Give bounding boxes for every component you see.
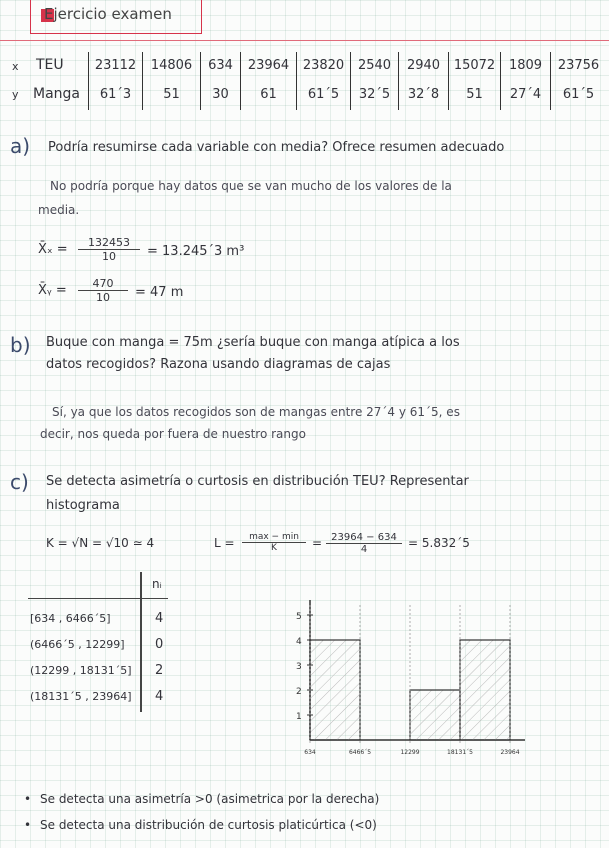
- teu-cell: 14806: [150, 58, 193, 73]
- mean-x-denominator: 10: [102, 250, 116, 263]
- histogram: [270, 580, 520, 780]
- manga-cell: 61´5: [307, 87, 340, 102]
- row-label-teu: TEU: [36, 57, 64, 73]
- table-column: [350, 52, 398, 110]
- question-a-text: Podría resumirse cada variable con media? Ofrece resumen adecuado: [48, 140, 505, 155]
- question-a-letter: a): [10, 134, 31, 158]
- bullet-1-icon: •: [24, 792, 32, 806]
- manga-cell: 51: [163, 87, 180, 102]
- histogram-bar: [410, 690, 460, 740]
- l-result: = 5.832´5: [408, 536, 470, 550]
- y-tick-label: 3: [296, 662, 302, 672]
- table-column: [88, 52, 142, 110]
- l-denominator-1: K: [271, 543, 277, 553]
- mean-y-result: = 47 m: [135, 285, 184, 300]
- mean-y-numerator: 470: [78, 277, 128, 291]
- mean-x-label: X̄ₓ =: [38, 242, 68, 257]
- page-title: Ejercicio examen: [44, 5, 172, 23]
- conclusion-1: Se detecta una asimetría >0 (asimetrica por la derecha): [40, 792, 380, 806]
- manga-cell: 61: [260, 87, 277, 102]
- mean-y-fraction: [78, 277, 128, 304]
- question-b-line2: datos recogidos? Razona usando diagramas de cajas: [46, 357, 391, 372]
- x-tick-label: 6466´5: [348, 749, 372, 756]
- table-column: [550, 52, 606, 110]
- freq-count: 4: [155, 611, 164, 626]
- x-tick-label: 634: [304, 749, 316, 756]
- freq-count: 2: [155, 663, 164, 678]
- mean-x-fraction: [78, 236, 140, 263]
- question-c-letter: c): [10, 470, 29, 494]
- l-fraction-1: [242, 532, 306, 553]
- histogram-bar: [310, 640, 360, 740]
- answer-a-line2: media.: [38, 203, 80, 217]
- manga-cell: 27´4: [509, 87, 542, 102]
- x-tick-label: 18131´5: [447, 749, 473, 756]
- l-numerator-1: max − min: [242, 532, 306, 543]
- data-table: [0, 52, 609, 114]
- mean-x-result: = 13.245´3 m³: [147, 244, 245, 259]
- manga-cell: 30: [212, 87, 229, 102]
- x-tick-label: 23964: [500, 749, 520, 756]
- teu-cell: 23820: [302, 58, 345, 73]
- freq-interval: (18131´5 , 23964]: [30, 690, 132, 703]
- l-fraction-2: [326, 532, 402, 555]
- teu-cell: 2940: [406, 58, 441, 73]
- y-tick-label: 5: [296, 612, 302, 622]
- teu-cell: 23756: [557, 58, 600, 73]
- answer-b-line1: Sí, ya que los datos recogidos son de mangas entre 27´4 y 61´5, es: [52, 405, 460, 419]
- x-tick-label: 12299: [400, 749, 420, 756]
- manga-cell: 32´5: [358, 87, 391, 102]
- teu-cell: 1809: [508, 58, 543, 73]
- freq-table-hline: [28, 598, 168, 599]
- answer-a-line1: No podría porque hay datos que se van mucho de los valores de la: [50, 179, 452, 193]
- question-b-line1: Buque con manga = 75m ¿sería buque con manga atípica a los: [46, 335, 460, 350]
- conclusion-2: Se detecta una distribución de curtosis platicúrtica (<0): [40, 818, 377, 832]
- freq-interval: (12299 , 18131´5]: [30, 664, 132, 677]
- l-equals: =: [312, 536, 323, 550]
- l-denominator-2: 4: [360, 544, 368, 555]
- table-column: [200, 52, 240, 110]
- y-tick-label: 4: [296, 637, 302, 647]
- freq-interval: (6466´5 , 12299]: [30, 638, 125, 651]
- l-label: L =: [214, 536, 235, 550]
- teu-cell: 23112: [94, 58, 137, 73]
- mean-y-label: X̄ᵧ =: [38, 283, 67, 298]
- table-column: [142, 52, 200, 110]
- freq-count: 0: [155, 637, 164, 652]
- manga-cell: 61´5: [562, 87, 595, 102]
- y-tick-label: 1: [296, 712, 302, 722]
- bullet-2-icon: •: [24, 818, 32, 832]
- table-column: [240, 52, 296, 110]
- mean-y-denominator: 10: [96, 291, 110, 304]
- table-column: [500, 52, 550, 110]
- freq-count: 4: [155, 689, 164, 704]
- teu-cell: 634: [208, 58, 233, 73]
- manga-cell: 61´3: [99, 87, 132, 102]
- freq-interval: [634 , 6466´5]: [30, 612, 111, 625]
- l-numerator-2: 23964 − 634: [326, 532, 402, 544]
- row-label-manga: Manga: [33, 86, 80, 102]
- table-column: [448, 52, 500, 110]
- teu-cell: 15072: [453, 58, 496, 73]
- question-b-letter: b): [10, 333, 31, 357]
- mean-x-numerator: 132453: [78, 236, 140, 250]
- manga-cell: 32´8: [407, 87, 440, 102]
- question-c-line1: Se detecta asimetría o curtosis en distribución TEU? Representar: [46, 474, 469, 489]
- answer-b-line2: decir, nos queda por fuera de nuestro rango: [40, 427, 306, 441]
- title-rule: [0, 40, 609, 41]
- freq-table-header: nᵢ: [152, 577, 162, 591]
- k-formula: K = √N = √10 ≃ 4: [46, 536, 155, 550]
- teu-cell: 23964: [247, 58, 290, 73]
- table-column: [398, 52, 448, 110]
- freq-table-vline: [140, 572, 142, 712]
- histogram-bar: [460, 640, 510, 740]
- table-column: [296, 52, 350, 110]
- y-tick-label: 2: [296, 687, 302, 697]
- row-marker-y: y: [12, 88, 19, 101]
- row-marker-x: x: [12, 60, 19, 73]
- question-c-line2: histograma: [46, 498, 120, 513]
- manga-cell: 51: [466, 87, 483, 102]
- teu-cell: 2540: [357, 58, 392, 73]
